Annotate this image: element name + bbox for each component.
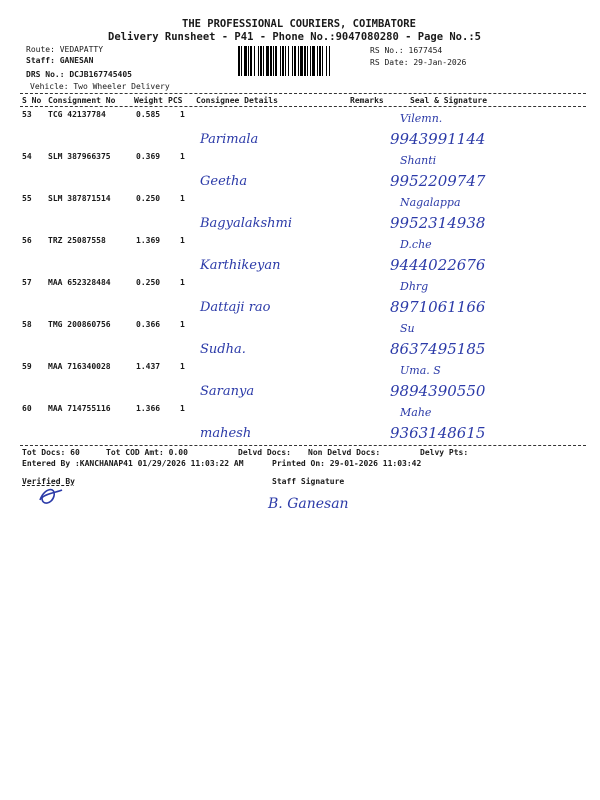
row-consignee-name: Parimala [200, 132, 259, 147]
row-consignment: TCG 42137784 [48, 110, 106, 119]
row-phone: 9952314938 [390, 214, 486, 232]
row-consignee-name: Karthikeyan [200, 258, 281, 273]
row-sno: 58 [22, 320, 32, 329]
row-consignment: SLM 387871514 [48, 194, 111, 203]
row-signature: Vilemn. [400, 112, 443, 125]
row-signature: Mahe [400, 406, 432, 419]
drs-label: DRS No.: DCJB167745405 [26, 70, 132, 79]
row-pcs: 1 [180, 236, 185, 245]
row-pcs: 1 [180, 152, 185, 161]
barcode [238, 46, 366, 76]
row-consignment: MAA 716340028 [48, 362, 111, 371]
row-consignee-name: Dattaji rao [200, 300, 271, 315]
row-sno: 54 [22, 152, 32, 161]
rs-date-label: RS Date: 29-Jan-2026 [370, 58, 467, 67]
row-consignment: TRZ 25087558 [48, 236, 106, 245]
rs-no-label: RS No.: 1677454 [370, 46, 443, 55]
row-consignment: MAA 652328484 [48, 278, 111, 287]
row-phone: 9444022676 [390, 256, 486, 274]
row-sno: 60 [22, 404, 32, 413]
row-pcs: 1 [180, 110, 185, 119]
staff-label: Staff: GANESAN [26, 56, 94, 65]
row-weight: 1.369 [136, 236, 161, 245]
row-consignee-name: Sudha. [200, 342, 246, 357]
delvd-docs: Delvd Docs: [238, 448, 291, 457]
row-signature: Shanti [400, 154, 437, 167]
vehicle-label: Vehicle: Two Wheeler Delivery [30, 82, 170, 91]
staff-signature-label: Staff Signature [272, 477, 345, 486]
entered-by: Entered By :KANCHANAP41 01/29/2026 11:03:22 AM [22, 459, 244, 468]
row-phone: 9943991144 [390, 130, 486, 148]
row-weight: 0.250 [136, 278, 161, 287]
row-weight: 1.437 [136, 362, 161, 371]
col-weight: Weight [134, 96, 163, 105]
col-pcs: PCS [168, 96, 183, 105]
row-weight: 0.366 [136, 320, 161, 329]
row-pcs: 1 [180, 320, 185, 329]
tot-cod: Tot COD Amt: 0.00 [106, 448, 188, 457]
row-phone: 9952209747 [390, 172, 486, 190]
barcode-bar [330, 46, 331, 76]
verified-by-label: Verified By [22, 477, 75, 486]
row-signature: D.che [400, 238, 432, 251]
row-signature: Su [400, 322, 415, 335]
row-consignee-name: mahesh [200, 426, 252, 441]
row-phone: 8637495185 [390, 340, 486, 358]
row-sno: 57 [22, 278, 32, 287]
delvy-pts: Delvy Pts: [420, 448, 469, 457]
row-pcs: 1 [180, 278, 185, 287]
row-pcs: 1 [180, 404, 185, 413]
row-sno: 55 [22, 194, 32, 203]
row-consignment: TMG 200860756 [48, 320, 111, 329]
company-title: THE PROFESSIONAL COURIERS, COIMBATORE [182, 18, 416, 30]
row-consignment: SLM 387966375 [48, 152, 111, 161]
row-signature: Uma. S [400, 364, 441, 377]
row-weight: 0.250 [136, 194, 161, 203]
verified-signature-icon [36, 484, 66, 512]
route-label: Route: VEDAPATTY [26, 45, 104, 54]
row-weight: 0.585 [136, 110, 161, 119]
tot-docs: Tot Docs: 60 [22, 448, 80, 457]
col-remarks: Remarks [350, 96, 384, 105]
runsheet-title: Delivery Runsheet - P41 - Phone No.:9047080280 - Page No.:5 [108, 31, 481, 43]
row-consignee-name: Saranya [200, 384, 255, 399]
row-phone: 9363148615 [390, 424, 486, 442]
row-sno: 53 [22, 110, 32, 119]
header-top-rule [20, 93, 586, 94]
staff-signature-hand: B. Ganesan [268, 496, 349, 512]
non-delvd-docs: Non Delvd Docs: [308, 448, 381, 457]
row-consignment: MAA 714755116 [48, 404, 111, 413]
header-bottom-rule [20, 106, 586, 107]
row-signature: Nagalappa [400, 196, 461, 209]
row-sno: 56 [22, 236, 32, 245]
col-consignment: Consignment No [48, 96, 116, 105]
col-seal: Seal & Signature [410, 96, 488, 105]
row-weight: 0.369 [136, 152, 161, 161]
row-consignee-name: Bagyalakshmi [200, 216, 293, 231]
col-consignee: Consignee Details [196, 96, 278, 105]
printed-on: Printed On: 29-01-2026 11:03:42 [272, 459, 422, 468]
row-pcs: 1 [180, 362, 185, 371]
row-phone: 8971061166 [390, 298, 486, 316]
row-sno: 59 [22, 362, 32, 371]
row-phone: 9894390550 [390, 382, 486, 400]
row-pcs: 1 [180, 194, 185, 203]
col-sno: S No [22, 96, 42, 105]
row-weight: 1.366 [136, 404, 161, 413]
row-consignee-name: Geetha [200, 174, 248, 189]
footer-rule [20, 445, 586, 446]
row-signature: Dhrg [400, 280, 429, 293]
